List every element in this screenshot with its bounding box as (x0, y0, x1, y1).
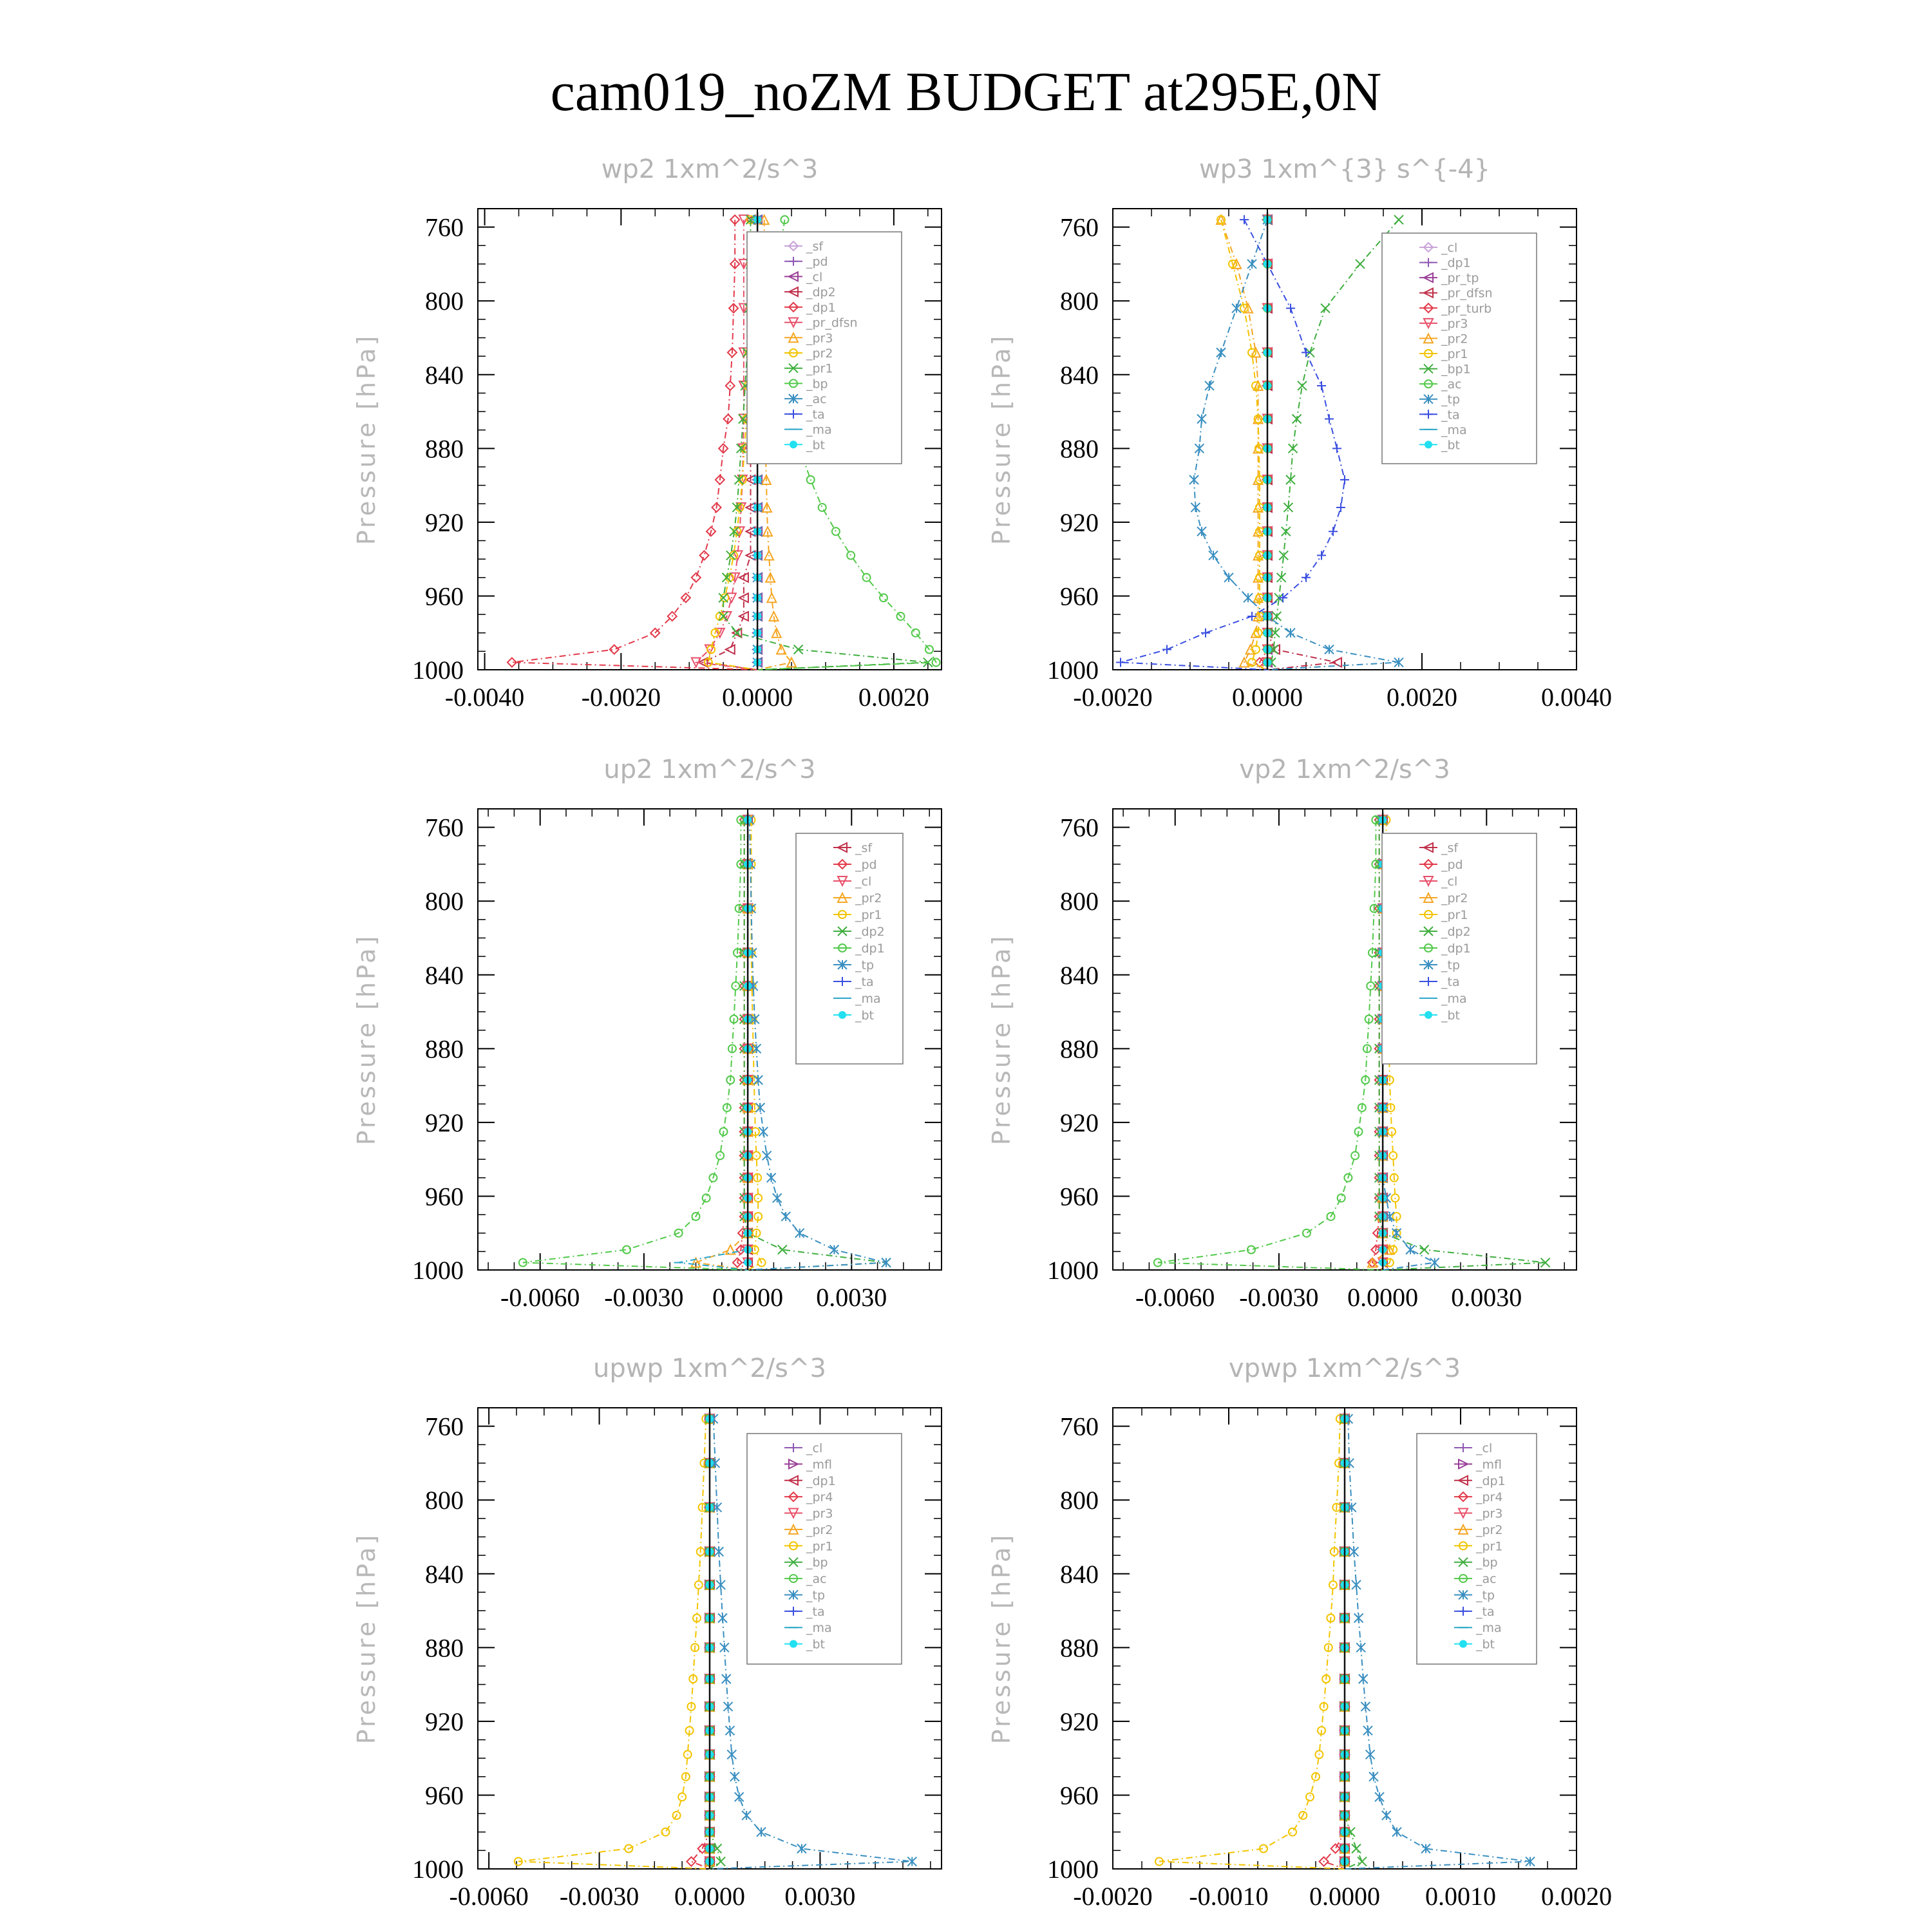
data-point (1375, 1792, 1384, 1801)
figure-title: cam019_noZM BUDGET at295E,0N (550, 61, 1382, 122)
panel-title: vpwp 1xm^2/s^3 (1228, 1354, 1461, 1383)
data-point (703, 1194, 710, 1202)
legend-entry: _ma (806, 422, 832, 437)
data-point (1359, 1674, 1368, 1683)
series-line-ta (1121, 220, 1345, 670)
x-tick-label: 0.0000 (722, 683, 793, 712)
legend-entry: _pr4 (1476, 1490, 1503, 1505)
data-point (1217, 348, 1226, 357)
x-tick-label: 0.0000 (1347, 1283, 1419, 1312)
series-line-dp1 (1158, 820, 1383, 1270)
series-line-pr1 (518, 1419, 710, 1869)
legend-entry: _bt (1476, 1637, 1495, 1652)
data-point (716, 1580, 725, 1589)
x-tick-label: 0.0000 (1309, 1882, 1380, 1911)
data-point (1162, 645, 1171, 654)
legend-entry: _pr2 (806, 1522, 833, 1537)
legend-entry: _dp1 (855, 942, 885, 956)
data-point (1197, 414, 1206, 423)
legend-entry: _pr1 (1441, 347, 1468, 361)
series-line-dp1 (523, 820, 748, 1270)
x-tick-label: 0.0040 (1541, 683, 1612, 712)
x-tick-label: 0.0020 (1541, 1882, 1612, 1911)
y-tick-label: 840 (425, 1559, 464, 1589)
panel-title: upwp 1xm^2/s^3 (593, 1354, 826, 1383)
legend (1417, 1434, 1537, 1664)
legend-entry: _bt (1441, 438, 1461, 453)
legend-entry: _pr3 (806, 331, 833, 346)
data-point (1286, 629, 1295, 638)
y-tick-label: 1000 (412, 1256, 464, 1285)
data-point (661, 1828, 669, 1836)
legend-entry: _bp1 (1441, 362, 1471, 377)
data-point (1247, 260, 1256, 269)
legend-entry: _bt (855, 1009, 875, 1023)
legend-entry: _pr2 (1441, 332, 1468, 346)
y-tick-label: 840 (425, 360, 464, 390)
data-point (1306, 1793, 1314, 1801)
data-point (1369, 1772, 1378, 1781)
data-point (1191, 503, 1200, 512)
legend-entry: _pr4 (806, 1490, 833, 1505)
legend-marker (790, 440, 797, 448)
legend-entry: _pr3 (806, 1506, 833, 1521)
data-point (1189, 475, 1198, 484)
data-point (1321, 304, 1330, 313)
legend-entry: _ma (1476, 1621, 1502, 1636)
legend-entry: _bp (1476, 1555, 1498, 1570)
series-line-pr1 (1159, 1419, 1345, 1869)
legend-entry: _ma (1441, 992, 1467, 1006)
legend-entry: _pd (806, 254, 828, 269)
y-tick-label: 840 (1060, 960, 1099, 990)
data-point (1356, 1643, 1365, 1652)
x-tick-label: 0.0020 (858, 683, 929, 712)
legend-entry: _tp (1476, 1588, 1495, 1603)
data-point (727, 1750, 736, 1759)
data-point (1394, 215, 1403, 224)
y-tick-label: 880 (1060, 434, 1099, 464)
legend-marker (1459, 1640, 1467, 1648)
legend-entry: _pd (855, 858, 877, 872)
data-point (762, 1151, 772, 1160)
legend-entry: _pr1 (855, 908, 882, 922)
chart-panel-2 (987, 155, 1612, 712)
legend-entry: _dp1 (806, 300, 836, 315)
legend (1382, 833, 1537, 1064)
data-point (720, 1643, 729, 1652)
y-tick-label: 960 (1060, 1781, 1099, 1810)
series-line-ma (679, 820, 748, 1270)
x-tick-label: 0.0000 (1232, 683, 1303, 712)
panel-title: vp2 1xm^2/s^3 (1239, 755, 1450, 784)
y-tick-label: 800 (1060, 287, 1099, 316)
legend-entry: _pr1 (806, 1539, 833, 1554)
legend-entry: _ta (1441, 975, 1460, 989)
y-axis-label: Pressure [hPa] (352, 333, 381, 545)
data-point (718, 1613, 727, 1622)
y-tick-label: 920 (1060, 1108, 1099, 1137)
panel-title: wp3 1xm^{3} s^{-4} (1198, 155, 1491, 184)
data-point (1232, 304, 1241, 313)
data-point (1332, 444, 1341, 453)
y-tick-label: 880 (1060, 1034, 1099, 1064)
x-tick-label: -0.0020 (581, 683, 661, 712)
y-tick-label: 960 (425, 582, 464, 611)
x-tick-label: -0.0020 (1073, 1882, 1153, 1911)
y-tick-label: 760 (1060, 813, 1099, 842)
legend-entry: _pr_dfsn (806, 316, 858, 330)
data-point (1331, 1844, 1340, 1853)
data-point (1361, 1702, 1370, 1711)
y-tick-label: 840 (1060, 360, 1099, 390)
y-axis-label: Pressure [hPa] (352, 933, 381, 1146)
x-tick-label: 0.0030 (1451, 1283, 1522, 1312)
data-point (773, 1193, 782, 1202)
data-point (714, 1547, 723, 1556)
x-tick-label: -0.0060 (449, 1882, 529, 1911)
data-point (1289, 1828, 1296, 1836)
data-point (1392, 1229, 1401, 1238)
data-point (726, 645, 735, 654)
y-tick-label: 760 (425, 213, 464, 242)
y-tick-label: 800 (1060, 887, 1099, 916)
data-point (880, 594, 887, 601)
y-tick-label: 1000 (412, 1855, 464, 1884)
data-point (730, 1772, 739, 1781)
data-point (1352, 1580, 1361, 1589)
legend (796, 833, 903, 1064)
x-tick-label: -0.0030 (1239, 1283, 1319, 1312)
legend-entry: _cl (1476, 1441, 1493, 1455)
legend-entry: _ac (806, 392, 827, 407)
legend-entry: _ma (806, 1621, 832, 1636)
legend-entry: _sf (806, 240, 824, 254)
series-line-bp1 (1267, 220, 1399, 670)
legend-entry: _cl (806, 270, 823, 285)
data-point (1354, 1613, 1363, 1622)
data-point (716, 1857, 725, 1866)
legend-entry: _tp (1441, 958, 1461, 972)
legend-entry: _pr_dfsn (1441, 286, 1493, 301)
data-point (1336, 503, 1345, 512)
data-point (692, 573, 701, 582)
data-point (1317, 551, 1326, 560)
x-tick-label: 0.0020 (1387, 683, 1457, 712)
legend-entry: _ac (1441, 377, 1462, 392)
legend-entry: _cl (855, 875, 872, 889)
legend-entry: _dp1 (806, 1473, 836, 1488)
x-tick-label: -0.0030 (559, 1882, 639, 1911)
data-point (1329, 527, 1338, 536)
y-tick-label: 800 (425, 287, 464, 316)
data-point (1352, 1844, 1361, 1853)
y-tick-label: 800 (425, 1486, 464, 1515)
y-tick-label: 920 (425, 507, 464, 537)
legend-entry: _pr3 (1441, 316, 1468, 331)
data-point (819, 504, 826, 511)
y-tick-label: 1000 (1047, 1855, 1099, 1884)
y-tick-label: 1000 (412, 656, 464, 685)
legend-entry: _tp (855, 958, 875, 972)
legend-entry: _pr1 (806, 361, 833, 376)
legend-marker (790, 1640, 797, 1648)
y-tick-label: 800 (1060, 1486, 1099, 1515)
data-point (1116, 658, 1125, 667)
y-axis-label: Pressure [hPa] (987, 1532, 1016, 1745)
legend-entry: _bp (806, 377, 828, 392)
y-tick-label: 960 (1060, 582, 1099, 611)
data-point (795, 1229, 804, 1238)
x-tick-label: -0.0060 (1135, 1283, 1215, 1312)
legend-entry: _ma (855, 992, 881, 1006)
data-point (1302, 348, 1311, 357)
legend (747, 1434, 902, 1664)
data-point (735, 1792, 744, 1801)
data-point (912, 629, 920, 637)
data-point (1244, 593, 1253, 602)
y-tick-label: 960 (425, 1781, 464, 1810)
data-point (1224, 573, 1233, 582)
legend-entry: _cl (1441, 241, 1458, 255)
data-point (1197, 527, 1206, 536)
legend-entry: _ma (1441, 422, 1467, 437)
legend-entry: _dp2 (1441, 925, 1471, 939)
data-point (1430, 1258, 1439, 1267)
legend-entry: _tp (806, 1588, 826, 1603)
legend-entry: _mfl (806, 1457, 832, 1472)
chart-panel-4 (987, 755, 1577, 1312)
legend-entry: _dp1 (1441, 256, 1471, 270)
y-tick-label: 800 (425, 887, 464, 916)
legend-entry: _pr_turb (1441, 301, 1492, 316)
data-point (1205, 381, 1214, 390)
x-tick-label: 0.0030 (816, 1283, 887, 1312)
legend-entry: _pr_tp (1441, 271, 1479, 286)
data-point (1392, 1828, 1401, 1837)
data-point (781, 1212, 790, 1221)
data-point (1358, 1857, 1367, 1866)
legend-entry: _bt (806, 1637, 826, 1652)
legend-entry: _ta (855, 975, 874, 989)
legend (747, 232, 902, 464)
data-point (725, 1726, 734, 1735)
data-point (722, 1674, 731, 1683)
data-point (1325, 414, 1334, 423)
data-point (610, 645, 619, 654)
legend-entry: _ta (806, 407, 825, 422)
y-tick-label: 920 (1060, 507, 1099, 537)
legend-marker (1425, 1011, 1432, 1019)
data-point (1349, 1547, 1358, 1556)
y-axis-label: Pressure [hPa] (987, 933, 1016, 1146)
x-tick-label: 0.0030 (784, 1882, 856, 1911)
y-tick-label: 880 (425, 434, 464, 464)
x-tick-label: -0.0030 (604, 1283, 684, 1312)
data-point (759, 1127, 768, 1136)
legend-entry: _sf (1441, 841, 1459, 855)
x-tick-label: -0.0060 (500, 1283, 580, 1312)
legend-entry: _ta (1476, 1604, 1495, 1619)
legend-entry: _dp2 (806, 285, 836, 300)
x-tick-label: 0.0010 (1425, 1882, 1496, 1911)
data-point (1286, 304, 1295, 313)
y-tick-label: 920 (425, 1707, 464, 1736)
y-tick-label: 760 (425, 1412, 464, 1441)
y-tick-label: 1000 (1047, 656, 1099, 685)
data-point (1201, 629, 1210, 638)
legend-entry: _cl (806, 1441, 823, 1455)
data-point (1406, 1245, 1415, 1254)
legend-entry: _pr1 (1476, 1539, 1503, 1554)
data-point (1340, 475, 1349, 484)
y-tick-label: 880 (425, 1034, 464, 1064)
y-tick-label: 1000 (1047, 1256, 1099, 1285)
x-tick-label: -0.0040 (444, 683, 525, 712)
legend-marker (838, 1011, 846, 1019)
chart-panel-3 (352, 755, 942, 1312)
data-point (724, 1702, 733, 1711)
panel-title: wp2 1xm^2/s^3 (601, 155, 819, 184)
x-tick-label: 0.0000 (712, 1283, 784, 1312)
data-point (1317, 381, 1326, 390)
chart-panel-6 (987, 1354, 1612, 1911)
data-point (1303, 1229, 1311, 1237)
y-tick-label: 880 (1060, 1633, 1099, 1663)
data-point (1366, 1750, 1375, 1759)
data-point (721, 594, 728, 601)
data-point (1209, 551, 1218, 560)
legend-entry: _pr2 (1441, 891, 1468, 905)
data-point (1302, 573, 1311, 582)
legend (1382, 233, 1537, 464)
data-point (757, 1828, 766, 1837)
data-point (1356, 260, 1365, 269)
y-tick-label: 760 (1060, 1412, 1099, 1441)
data-point (742, 1811, 751, 1820)
data-point (832, 527, 840, 535)
legend-entry: _dp2 (855, 925, 885, 939)
data-point (1338, 1194, 1345, 1202)
y-tick-label: 960 (425, 1182, 464, 1211)
chart-panel-1 (352, 155, 942, 712)
y-tick-label: 760 (1060, 213, 1099, 242)
data-point (1195, 444, 1204, 453)
x-tick-label: -0.0010 (1189, 1882, 1269, 1911)
legend-entry: _pr2 (806, 346, 833, 361)
x-tick-label: 0.0000 (674, 1882, 745, 1911)
data-point (755, 1103, 764, 1112)
y-axis-label: Pressure [hPa] (352, 1532, 381, 1745)
legend-entry: _pr3 (1476, 1506, 1503, 1521)
chart-panel-5 (352, 1354, 942, 1911)
legend-entry: _mfl (1476, 1457, 1502, 1472)
data-point (1247, 612, 1256, 621)
legend-entry: _ta (806, 1604, 825, 1619)
data-point (753, 1075, 762, 1084)
panel-title: up2 1xm^2/s^3 (603, 755, 816, 784)
y-tick-label: 840 (425, 960, 464, 990)
y-tick-label: 840 (1060, 1559, 1099, 1589)
legend-entry: _bp (806, 1555, 828, 1570)
data-point (1420, 1245, 1429, 1254)
y-tick-label: 880 (425, 1633, 464, 1663)
x-tick-label: -0.0020 (1073, 683, 1153, 712)
y-tick-label: 760 (425, 813, 464, 842)
legend-entry: _pr2 (1476, 1522, 1503, 1537)
series-line-dp1 (512, 220, 757, 670)
y-tick-label: 920 (1060, 1707, 1099, 1736)
legend-entry: _tp (1441, 392, 1461, 407)
legend-entry: _cl (1441, 875, 1458, 889)
y-tick-label: 920 (425, 1108, 464, 1137)
legend-entry: _dp1 (1441, 942, 1471, 956)
y-axis-label: Pressure [hPa] (987, 333, 1016, 545)
legend-entry: _ta (1441, 408, 1460, 422)
legend-entry: _pr1 (1441, 908, 1468, 922)
data-point (1382, 1811, 1391, 1820)
data-point (767, 1173, 776, 1182)
legend-entry: _pd (1441, 858, 1463, 872)
legend-entry: _bt (1441, 1009, 1461, 1023)
data-point (1240, 215, 1249, 224)
legend-entry: _bt (806, 438, 826, 453)
legend-entry: _pr2 (855, 891, 882, 905)
data-point (829, 1245, 838, 1254)
data-point (1363, 1726, 1372, 1735)
data-point (700, 551, 709, 560)
legend-entry: _ac (806, 1572, 827, 1587)
legend-entry: _ac (1476, 1572, 1497, 1587)
legend-entry: _sf (855, 841, 873, 855)
legend-marker (1425, 440, 1432, 448)
y-tick-label: 960 (1060, 1182, 1099, 1211)
legend-entry: _dp1 (1476, 1473, 1506, 1488)
